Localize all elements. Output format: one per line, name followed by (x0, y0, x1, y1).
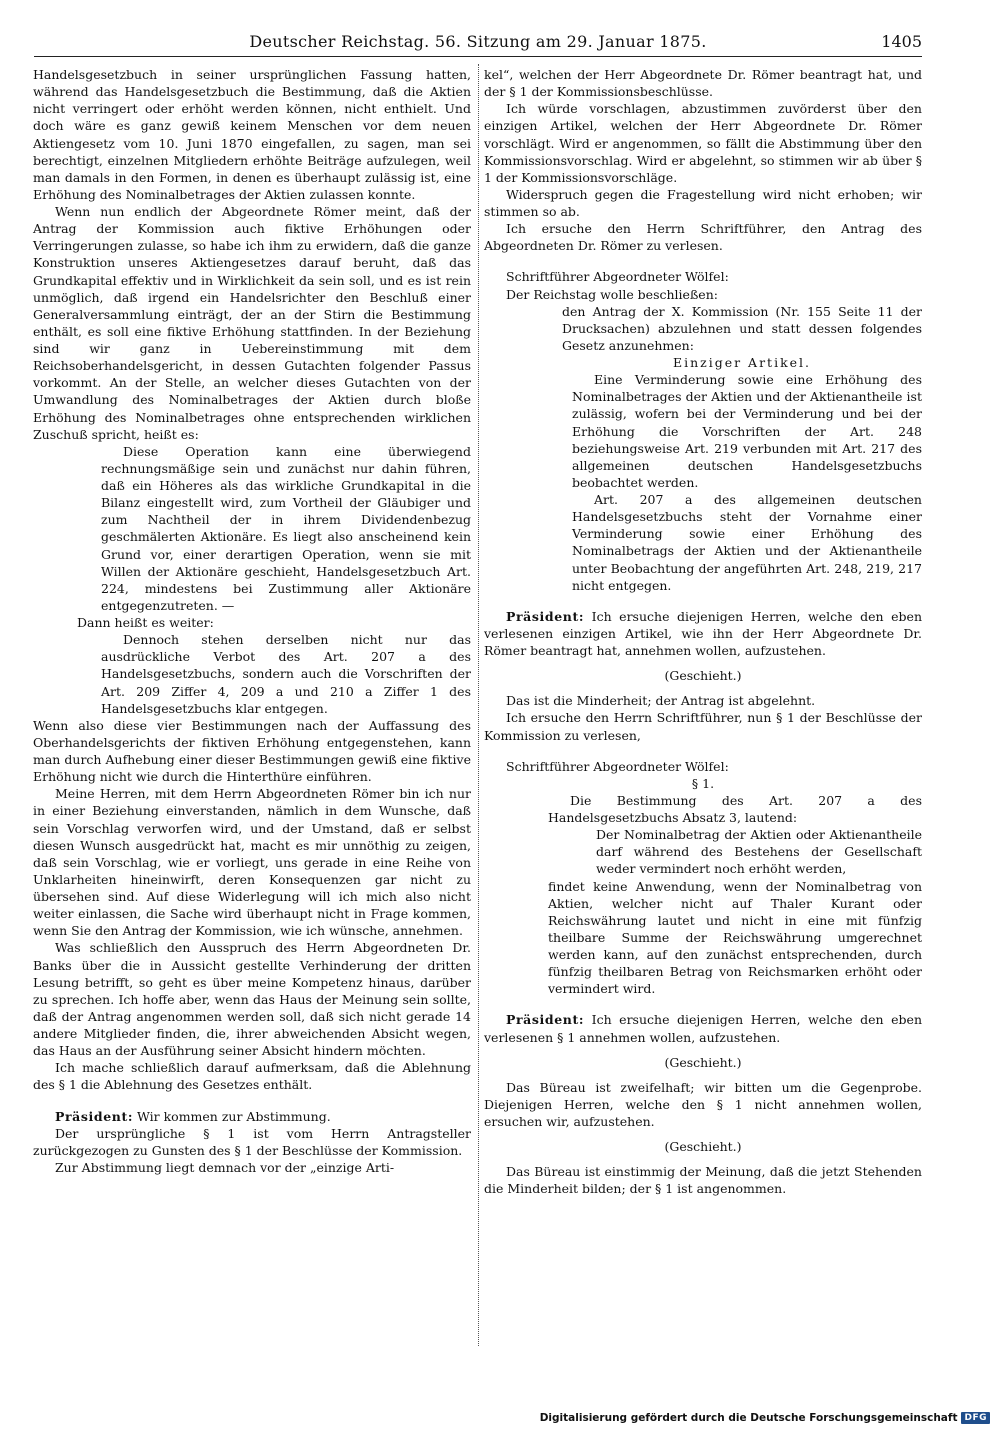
speaker-paragraph (484, 1011, 922, 1045)
paragraph: Das Büreau ist einstimmig der Meinung, daß die jetzt Stehenden die Minderheit bilden; der § 1 ist angenommen. (484, 1164, 922, 1197)
paragraph: Dann heißt es weiter: (77, 615, 214, 630)
paragraph: Ich ersuche den Herrn Schriftführer, den Antrag des Abgeordneten Dr. Römer zu verlesen. (484, 221, 922, 254)
paragraph: Ich ersuche den Herrn Schriftführer, nun § 1 der Beschlüsse der Kommission zu verlesen, (484, 710, 922, 743)
speaker-name: Präsident: (55, 1108, 134, 1124)
speaker-name: Präsident: (506, 608, 585, 624)
quotation: Dennoch stehen derselben nicht nur das ausdrückliche Verbot des Art. 207 a des Handelsgesetzbuchs, sondern auch die Vorschriften der Art. 209 Ziffer 4, 209 a und 210 a Ziffer 1 des Handelsgesetzbuchs klar entgegen. (101, 632, 471, 716)
paragraph: Das Büreau ist zweifelhaft; wir bitten um die Gegenprobe. Diejenigen Herren, welche den § 1 nicht annehmen wollen, ersuchen wir, aufzustehen. (484, 1079, 922, 1129)
speaker-paragraph (33, 1108, 471, 1125)
digitization-credit (540, 1412, 990, 1424)
section-text: Die Bestimmung des Art. 207 a des Handelsgesetzbuchs Absatz 3, lautend: (548, 792, 922, 825)
paragraph: Der Reichstag wolle beschließen: (506, 286, 718, 302)
stage-direction: (Geschieht.) (664, 1139, 742, 1155)
quotation: Diese Operation kann eine überwiegend rechnungsmäßige sein und zunächst nur dahin führen, daß ein Höheres als das wirkliche Grundkapital in die Bilanz eingestellt wird, zum Vortheil der Gläubiger und zum Nachtheil der in ihrem Dividendenbezug geschmälerten Aktionäre. Es liegt also anscheinend kein Grund vor, einer derartigen Operation, wenn sie mit Willen der Aktionäre geschieht, Handelsgesetzbuch Art. 224, mindestens bei Zustimmung aller Aktionäre entgegenzutreten. — (101, 443, 471, 613)
section-text: findet keine Anwendung, wenn der Nominalbetrag von Aktien, welcher nicht auf Thaler Kurant oder Reichswährung lautet und nicht in eine mit fünfzig theilbare Summe der Reichswährung umgerechnet werden kann, auf den zunächst entsprechenden, durch fünfzig theilbaren Betrag von Reichsmarken erhöht oder vermindert wird. (548, 878, 922, 997)
paragraph: Zur Abstimmung liegt demnach vor der „einzige Arti- (55, 1159, 395, 1175)
motion-text: den Antrag der X. Kommission (Nr. 155 Seite 11 der Drucksachen) abzulehnen und statt dessen folgendes Gesetz anzunehmen: (562, 303, 922, 353)
page-header (34, 30, 922, 57)
speaker-name: Schriftführer Abgeordneter Wölfel: (506, 758, 729, 774)
speaker-paragraph (484, 608, 922, 659)
speaker-name: Präsident: (506, 1012, 585, 1028)
article-text: Eine Verminderung sowie eine Erhöhung des Nominalbetrages der Aktien und der Aktienantheile ist zulässig, wofern bei der Verminderung und bei der Erhöhung die Vorschriften der Art. 248 beziehungsweise Art. 219 verbunden mit Art. 217 des allgemeinen deutschen Handelsgesetzbuchs beobachtet werden. (572, 372, 922, 490)
credit-text: Digitalisierung gefördert durch die Deutsche Forschungsgemeinschaft (539, 1412, 958, 1424)
paragraph: Handelsgesetzbuch in seiner ursprünglichen Fassung hatten, während das Handelsgesetzbuch die Bestimmung, daß die Aktien nicht verringert oder erhöht werden können, nicht enthielt. Und doch wäre es ganz gewiß keinem Menschen vor dem neuen Aktiengesetz vom 10. Juni 1870 eingefallen, zu sagen, man sei berechtigt, einzelnen Mitgliedern erhöhte Beiträge aufzulegen, weil man damals in den Formen, in denen es überhaupt zulässig ist, eine Erhöhung des Nominalbetrages der Aktien zulassen konnte. (33, 67, 471, 202)
quotation: Der Nominalbetrag der Aktien oder Aktienantheile darf während des Bestehens der Gesellschaft weder vermindert noch erhöht werden, (596, 827, 922, 877)
speaker-name: Schriftführer Abgeordneter Wölfel: (506, 269, 729, 285)
paragraph: Wenn nun endlich der Abgeordnete Römer meint, daß der Antrag der Kommission auch fiktive Erhöhungen oder Verringerungen zulasse, so habe ich ihm zu erwidern, daß die ganze Konstruktion unseres Aktiengesetzes darauf beruht, daß das Grundkapital effektiv und in Wirklichkeit da sein soll, und es ist rein unmöglich, daß irgend ein Handelsrichter den Beschluß einer Generalversammlung einträgt, der an der Stirn die Bestimmung enthält, es soll eine fiktive Erhöhung stattfinden. In der Beziehung sind wir ganz in Uebereinstimmung mit dem Reichsoberhandelsgericht, in dessen Gutachten folgender Passus vorkommt. An der Stelle, an welcher dieses Gutachten von der Umwandlung des Nominalbetrages der Aktien durch bloße Erhöhung des Nominalbetrages ohne entsprechenden wirklichen Zuschuß spricht, heißt es: (33, 204, 471, 442)
article-heading: Einziger Artikel. (672, 355, 812, 370)
paragraph: Was schließlich den Ausspruch des Herrn Abgeordneten Dr. Banks über die in Aussicht gestellte Verhinderung der dritten Lesung betrifft, so geht es über meine Kompetenz hinaus, darüber zu sprechen. Ich hoffe aber, wenn das Haus der Meinung sein sollte, daß der Antrag angenommen werden soll, daß sich nicht gerade 14 andere Mitglieder finden, die, ihrer abweichenden Absicht wegen, das Haus an der Ausführung seiner Absicht hindern möchten. (33, 940, 471, 1059)
paragraph: Ich mache schließlich darauf aufmerksam, daß die Ablehnung des § 1 die Ablehnung des Gesetzes enthält. (33, 1060, 471, 1093)
article-text: Art. 207 a des allgemeinen deutschen Handelsgesetzbuchs steht der Vornahme einer Verminderung sowie einer Erhöhung des Nominalbetrags der Aktien und der Aktienantheile unter Beobachtung der angeführten Art. 248, 219, 217 nicht entgegen. (572, 492, 922, 593)
paragraph: Das ist die Minderheit; der Antrag ist abgelehnt. (506, 693, 816, 709)
speech-text: Ich ersuche diejenigen Herren, welche den eben verlesenen § 1 annehmen wollen, aufzustehen. (484, 1012, 922, 1045)
paragraph: Der ursprüngliche § 1 ist vom Herrn Antragsteller zurückgezogen zu Gunsten des § 1 der Beschlüsse der Kommission. (33, 1125, 471, 1158)
stage-direction: (Geschieht.) (664, 1054, 742, 1070)
dfg-logo-icon: DFG (961, 1412, 990, 1424)
paragraph: Widerspruch gegen die Fragestellung wird nicht erhoben; wir stimmen so ab. (484, 186, 922, 219)
left-column (33, 66, 471, 1176)
paragraph: Wenn also diese vier Bestimmungen nach der Auffassung des Oberhandelsgerichts der fiktiven Erhöhung entgegenstehen, kann man durch Aufhebung einer dieser Bestimmungen gewiß eine fiktive Erhöhung nicht wie durch die Hinterthüre einführen. (33, 717, 471, 785)
section-number: § 1. (691, 775, 715, 791)
page-title: Deutscher Reichstag. 56. Sitzung am 29. Januar 1875. (249, 32, 707, 51)
column-divider (478, 64, 479, 1346)
stage-direction: (Geschieht.) (664, 668, 742, 684)
page-number: 1405 (881, 32, 922, 51)
paragraph: Ich würde vorschlagen, abzustimmen zuvörderst über den einzigen Artikel, welchen der Herr Abgeordnete Dr. Römer vorschlägt. Wird er angenommen, so fällt die Abstimmung über den Kommissionsvorschlag. Wird er abgelehnt, so stimmen wir ab über § 1 der Kommissionsvorschläge. (484, 101, 922, 185)
speech-text: Ich ersuche diejenigen Herren, welche den eben verlesenen einzigen Artikel, wie ihn der Herr Abgeordnete Dr. Römer beantragt hat, annehmen wollen, aufzustehen. (484, 608, 922, 658)
speech-text: Wir kommen zur Abstimmung. (137, 1108, 331, 1124)
paragraph: Meine Herren, mit dem Herrn Abgeordneten Römer bin ich nur in einer Beziehung einverstanden, nämlich in dem Wunsche, daß sein Vorschlag verworfen wird, und der Umstand, daß er selbst diesen Wunsch ausgedrückt hat, macht es mir unnöthig zu zeigen, daß sein Vorschlag, wie er vorliegt, uns gerade in eine Reihe von Unklarheiten hineinwirft, deren Konsequenzen gar nicht zu übersehen sind. Auf diese Widerlegung will ich mich also nicht weiter einlassen, die Sache wird überhaupt nicht in Frage kommen, wenn Sie den Antrag der Kommission, wie ich wünsche, annehmen. (33, 786, 471, 939)
paragraph: kel“, welchen der Herr Abgeordnete Dr. Römer beantragt hat, und der § 1 der Kommissionsbeschlüsse. (484, 67, 922, 100)
right-column (484, 66, 922, 1198)
